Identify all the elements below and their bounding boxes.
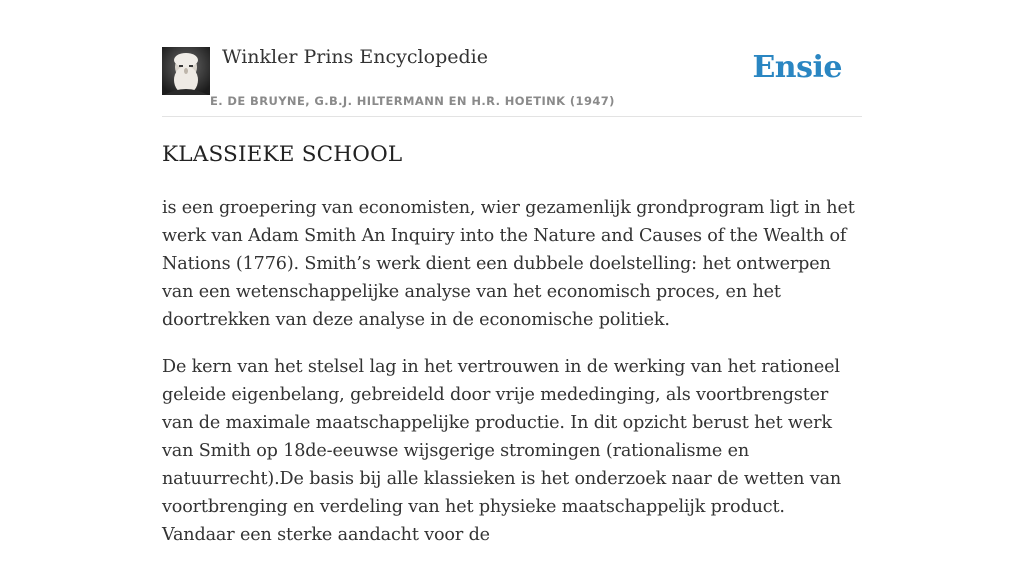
authors-line: E. DE BRUYNE, G.B.J. HILTERMANN EN H.R. HOETINK (1947) (210, 94, 615, 108)
article-paragraph: De kern van het stelsel lag in het vertrouwen in de werking van het rationeel geleide eigenbelang, gebreideld door vrije mededinging, als voortbrengster van de maximale maatschappelijke productie. In dit opzicht berust het werk van Smith op 18de-eeuwse wijsgerige stromingen (rationalisme en natuurrecht).De basis bij alle klassieken is het onderzoek naar de wetten van voortbrenging en verdeling van het physieke maatschappelijk product. Vandaar een sterke aandacht voor de (162, 357, 842, 545)
source-header (162, 46, 862, 117)
article-paragraph: is een groepering van economisten, wier gezamenlijk grondprogram ligt in het werk van Adam Smith An Inquiry into the Nature and Causes of the Wealth of Nations (1776). Smith’s werk dient een dubbele doelstelling: het ontwerpen van een wetenschappelijke analyse van het economisch proces, en het doortrekken van deze analyse in de economische politiek. (162, 198, 855, 330)
bearded-man-portrait-icon (162, 47, 210, 95)
article (162, 140, 862, 568)
article-title: KLASSIEKE SCHOOL (162, 142, 403, 167)
source-title[interactable]: Winkler Prins Encyclopedie (222, 46, 488, 68)
ensie-logo[interactable]: Ensie (752, 50, 842, 85)
